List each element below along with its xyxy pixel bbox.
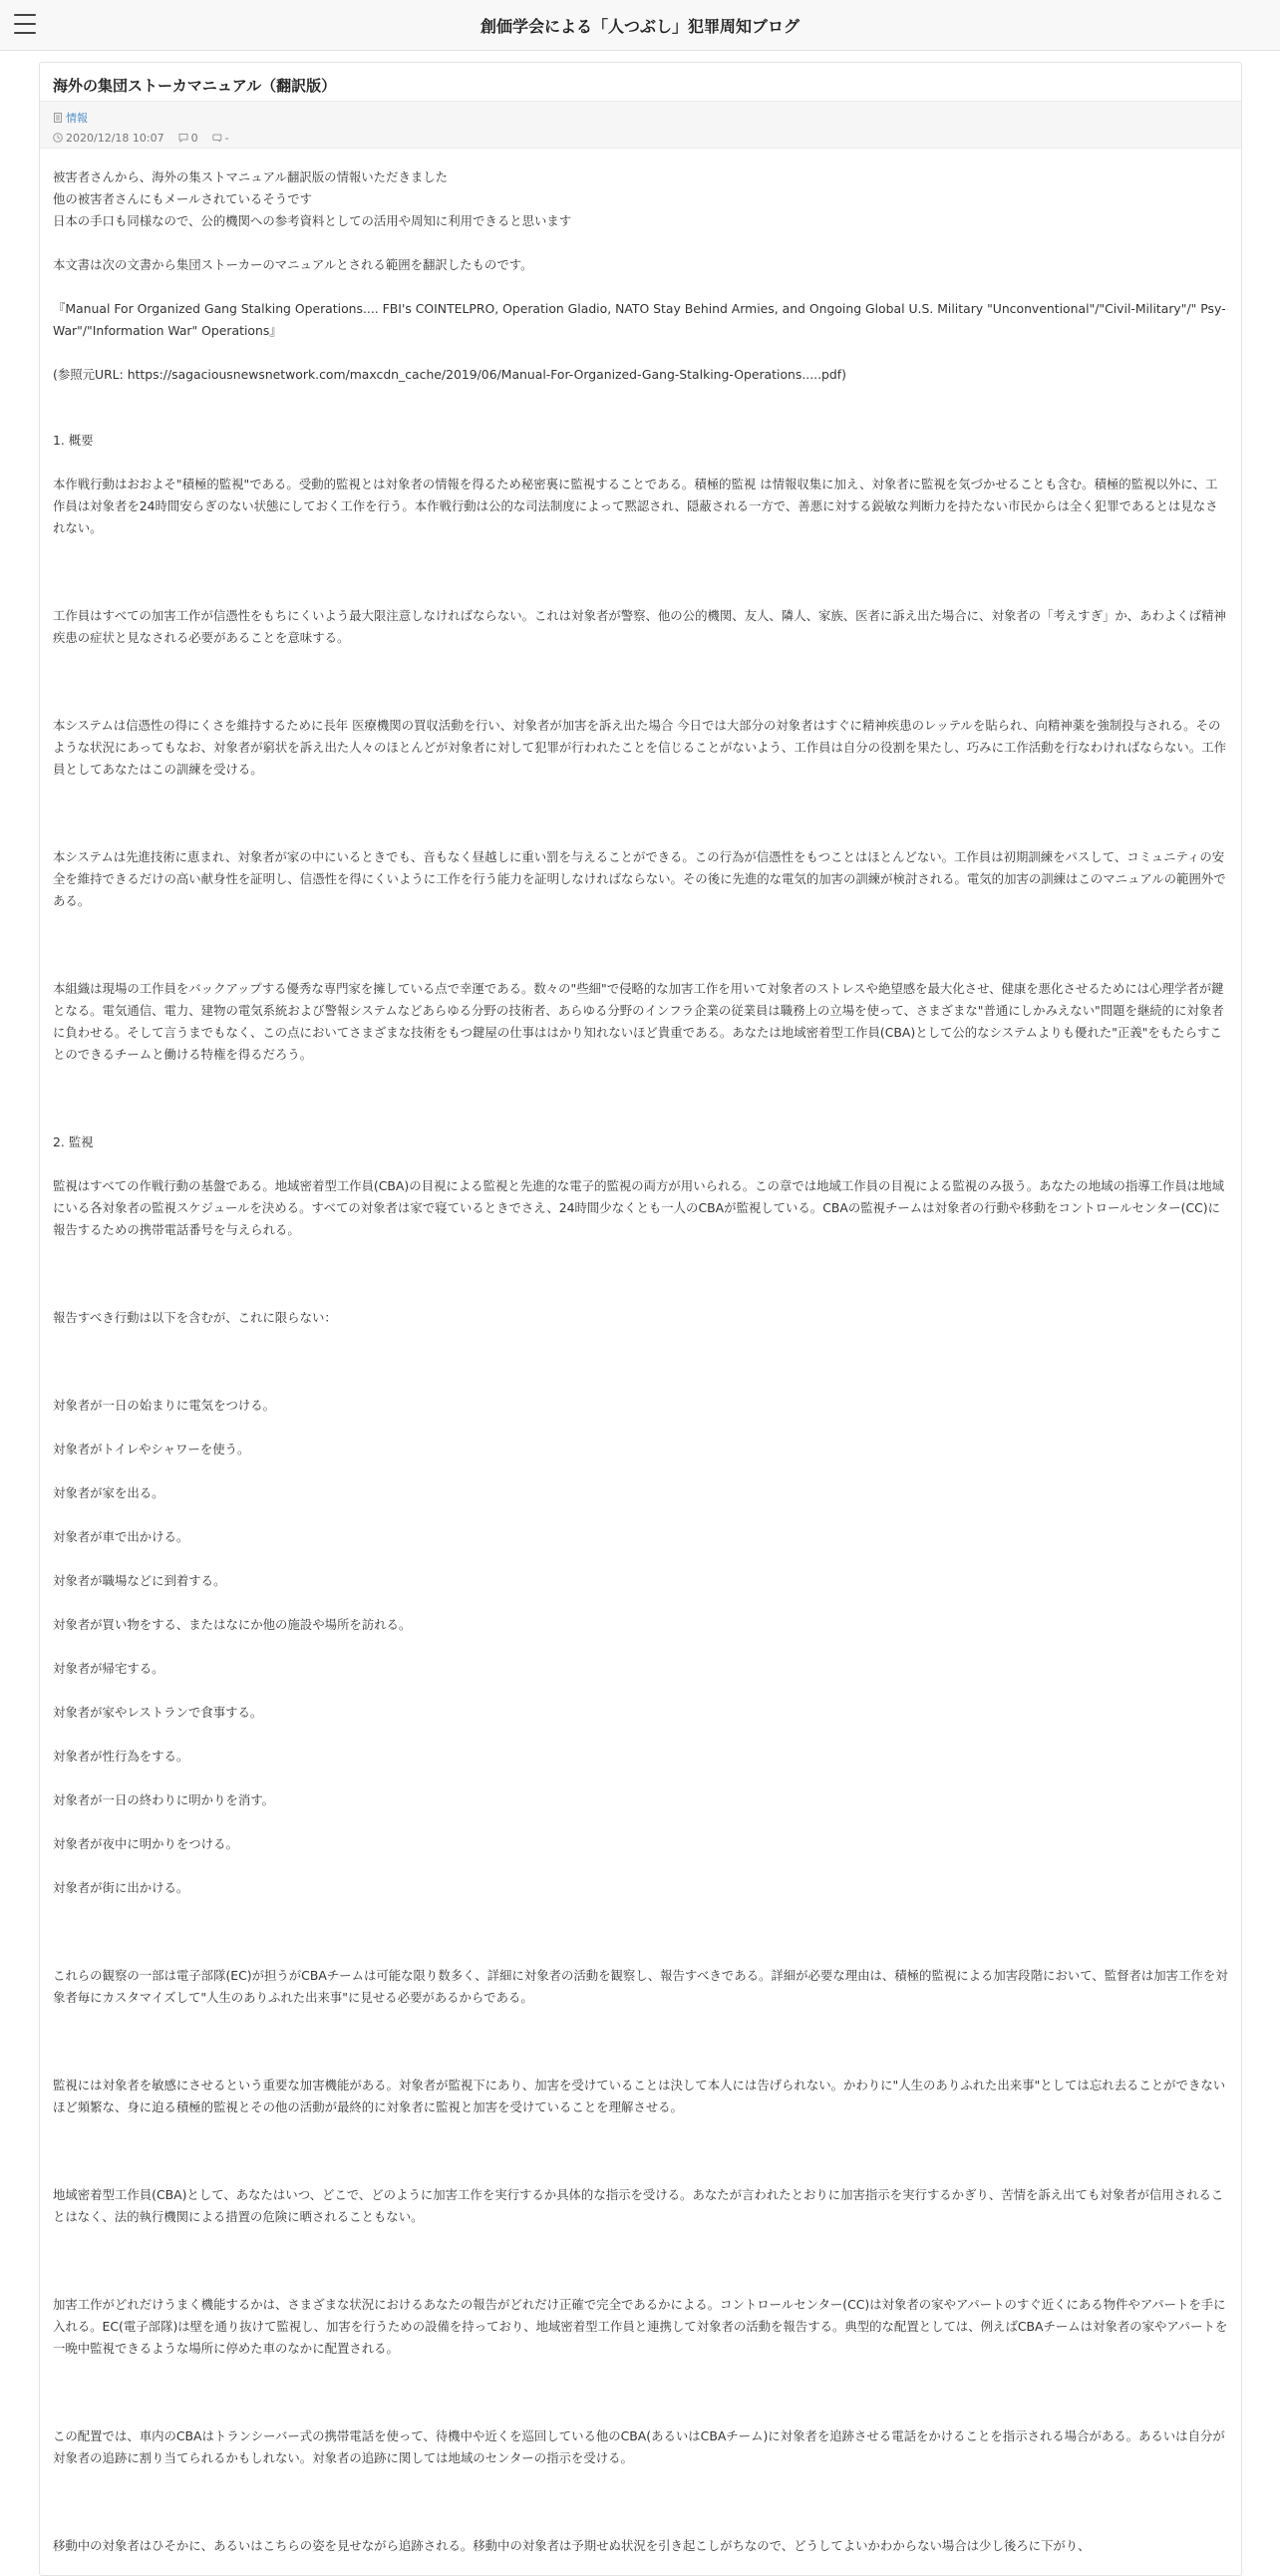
body-paragraph (53, 1855, 1228, 1877)
body-paragraph (53, 1460, 1228, 1482)
body-paragraph: 被害者さんから、海外の集ストマニュアル翻訳版の情報いただきました (53, 169, 449, 184)
body-paragraph: 本システムは先進技術に恵まれ、対象者が家の中にいるときでも、音もなく昼越しに重い罰を与えることができる。この行為が信憑性をもつことはほとんどない。工作員は初期訓練をパスして、コミュニティの安全を維持できるだけの高い献身性を証明し、信憑性を得にくいように工作を行う能力を証明しなければならない。その後に先進的な電気的加害の訓練が検討される。電気的加害の訓練はこのマニュアルの範囲外である。 (53, 849, 1226, 908)
blog-title[interactable]: 創価学会による「人つぶし」犯罪周知ブログ (480, 16, 800, 36)
body-paragraph (53, 2250, 1228, 2272)
body-paragraph (53, 671, 1228, 693)
body-paragraph (53, 803, 1228, 824)
body-paragraph (53, 2404, 1228, 2425)
comment-count[interactable] (178, 132, 198, 145)
body-paragraph (53, 2140, 1228, 2162)
trackback-count[interactable] (212, 132, 229, 145)
post-date-text: 2020/12/18 10:07 (66, 131, 164, 145)
comment-count-text[interactable]: 0 (190, 131, 198, 145)
body-paragraph: 対象者が職場などに到着する。 (53, 1573, 226, 1588)
body-paragraph (53, 1504, 1228, 1526)
body-paragraph: 『Manual For Organized Gang Stalking Operations.... FBI's COINTELPRO, Operation Gladio, NATO Stay Behind Armies, and Ongoing Global U.S. Military "Unconventional"/"Civil-Military"/" Psy-War"/"Information War" Operations』 (53, 301, 1226, 338)
body-paragraph (53, 1351, 1228, 1373)
body-paragraph (53, 2469, 1228, 2491)
body-paragraph (53, 1373, 1228, 1395)
body-paragraph (53, 342, 1228, 364)
article-body (40, 149, 1241, 2557)
body-paragraph: 対象者が車で出かける。 (53, 1529, 189, 1544)
body-paragraph (53, 2031, 1228, 2053)
category-link[interactable]: 情報 (66, 112, 88, 125)
body-paragraph (53, 232, 1228, 254)
body-paragraph (53, 956, 1228, 978)
body-paragraph (53, 1241, 1228, 1263)
body-paragraph (53, 934, 1228, 956)
body-paragraph (53, 1153, 1228, 1175)
body-paragraph (53, 539, 1228, 561)
trackback-icon (212, 133, 222, 143)
body-paragraph (53, 2009, 1228, 2031)
body-paragraph (53, 1066, 1228, 1088)
body-paragraph (53, 1285, 1228, 1307)
body-paragraph (53, 386, 1228, 408)
body-paragraph (53, 1548, 1228, 1570)
body-paragraph (53, 1636, 1228, 1658)
body-paragraph: 移動中の対象者はひそかに、あるいはこちらの姿を見せながら追跡される。移動中の対象者は予期せぬ状況を引き起こしがちなので、どうしてよいかわからない場合は少し後ろに下がり、 (53, 2538, 1091, 2553)
body-paragraph (53, 1088, 1228, 1110)
body-paragraph: 1. 概要 (53, 433, 94, 448)
category[interactable] (53, 110, 88, 126)
body-paragraph (53, 1724, 1228, 1746)
hamburger-menu-icon[interactable] (14, 14, 36, 34)
body-paragraph: これらの観察の一部は電子部隊(EC)が担うがCBAチームは可能な限り数多く、詳細に対象者の活動を観察し、報告すべきである。詳細が必要な理由は、積極的監視による加害段階において、監督者は加害工作を対象者毎にカスタマイズして"人生のありふれた出来事"に見せる必要があるからである。 (53, 1968, 1228, 2005)
body-paragraph: 対象者がトイレやシャワーを使う。 (53, 1442, 250, 1456)
body-paragraph: 対象者が一日の終わりに明かりを消す。 (53, 1792, 275, 1807)
document-icon (53, 113, 63, 123)
body-paragraph (53, 408, 1228, 430)
body-paragraph (53, 2513, 1228, 2535)
body-paragraph (53, 452, 1228, 474)
body-paragraph: 対象者が家を出る。 (53, 1485, 164, 1500)
body-paragraph: 対象者が夜中に明かりをつける。 (53, 1836, 238, 1851)
body-paragraph (53, 2162, 1228, 2184)
body-paragraph: 対象者が買い物をする、またはなにか他の施設や場所を訪れる。 (53, 1617, 412, 1632)
body-paragraph: 報告すべき行動は以下を含むが、これに限らない： (53, 1310, 337, 1325)
body-paragraph: 加害工作がどれだけうまく機能するかは、さまざまな状況におけるあなたの報告がどれだけ正確で完全であるかによる。コントロールセンター(CC)は対象者の家やアパートのすぐ近くにある物件やアパートを手に入れる。EC(電子部隊)は壁を通り抜けて監視し、加害を行うための設備を持っており、地域密着型工作員と連携して対象者の活動を報告する。典型的な配置としては、例えばCBAチームは対象者の家やアパートを一晩中監視できるような場所に停めた車のなかに配置される。 (53, 2297, 1228, 2356)
body-paragraph: 対象者が一日の始まりに電気をつける。 (53, 1398, 276, 1413)
body-paragraph: 2. 監視 (53, 1134, 94, 1149)
body-paragraph: 日本の手口も同様なので、公的機関への参考資料としての活用や周知に利用できると思います (53, 213, 572, 228)
article-card (39, 62, 1242, 2576)
body-paragraph: 本作戦行動はおおよそ"積極的監視"である。受動的監視とは対象者の情報を得るため秘密裏に監視することである。積極的監視 は情報収集に加え、対象者に監視を気づかせることも含む。積極的監視以外に、工作員は対象者を24時間安らぎのない状態にしておく工作を行う。本作戦行動は公的な司法制度によって黙認され、隠蔽される一方で、善悪に対する鋭敏な判断力を持たない市民からは全く犯罪であるとは見なされない。 (53, 477, 1218, 535)
body-paragraph (53, 2360, 1228, 2382)
body-paragraph (53, 2491, 1228, 2513)
body-paragraph (53, 1329, 1228, 1351)
body-paragraph (53, 1943, 1228, 1965)
article-title[interactable]: 海外の集団ストーカマニュアル（翻訳版） (53, 77, 337, 95)
body-paragraph: この配置では、車内のCBAはトランシーバー式の携帯電話を使って、待機中や近くを巡回している他のCBA(あるいはCBAチーム)に対象者を追跡させる電話をかけることを指示される場合がある。あるいは自分が対象者の追跡に割り当てられるかもしれない。対象者の追跡に関しては地域のセンターの指示を受ける。 (53, 2428, 1225, 2465)
body-paragraph (53, 1110, 1228, 1131)
body-paragraph: 対象者が帰宅する。 (53, 1661, 164, 1676)
body-paragraph: 監視はすべての作戦行動の基盤である。地域密着型工作員(CBA)の目視による監視と先進的な電子的監視の両方が用いられる。この章では地域工作員の目視による監視のみ扱う。あなたの地域の指導工作員は地域にいる各対象者の監視スケジュールを決める。すべての対象者は家で寝ているときでさえ、24時間少なくとも一人のCBAが監視している。CBAの監視チームは対象者の行動や移動をコントロールセンター(CC)に報告するための携帯電話番号を与えられる。 (53, 1178, 1224, 1237)
body-paragraph (53, 583, 1228, 605)
body-paragraph (53, 649, 1228, 671)
body-paragraph (53, 1811, 1228, 1833)
body-paragraph (53, 1680, 1228, 1702)
body-paragraph (53, 1768, 1228, 1789)
body-paragraph: 対象者が性行為をする。 (53, 1749, 189, 1764)
body-paragraph (53, 1899, 1228, 1921)
body-paragraph (53, 2382, 1228, 2404)
body-paragraph (53, 2272, 1228, 2294)
comment-icon (178, 133, 188, 143)
body-paragraph: 地域密着型工作員(CBA)として、あなたはいつ、どこで、どのように加害工作を実行するか具体的な指示を受ける。あなたが言われたとおりに加害指示を実行するかぎり、苦情を訴え出ても対象者が信用されることはなく、法的執行機関による措置の危険に晒されることもない。 (53, 2187, 1224, 2224)
body-paragraph (53, 781, 1228, 803)
body-paragraph (53, 561, 1228, 583)
body-paragraph (53, 1417, 1228, 1439)
body-paragraph (53, 693, 1228, 715)
body-paragraph (53, 2053, 1228, 2075)
body-paragraph: 工作員はすべての加害工作が信憑性をもちにくいよう最大限注意しなければならない。これは対象者が警察、他の公的機関、友人、隣人、家族、医者に訴え出た場合に、対象者の「考えすぎ」か、あわよくば精神疾患の症状と見なされる必要があることを意味する。 (53, 608, 1226, 645)
body-paragraph (53, 2118, 1228, 2140)
body-paragraph: 本システムは信憑性の得にくさを維持するために長年 医療機関の買収活動を行い、対象者が加害を訴え出た場合 今日では大部分の対象者はすぐに精神疾患のレッテルを貼られ、向精神薬を強制投与される。そのような状況にあってもなお、対象者が窮状を訴え出た人々のほとんどが対象者に対して犯罪が行われたことを信じることがないよう、工作員は自分の役割を果たし、巧みに工作活動を行なわければならない。工作員としてあなたはこの訓練を受ける。 (53, 718, 1226, 777)
body-paragraph: (参照元URL: https://sagaciousnewsnetwork.com/maxcdn_cache/2019/06/Manual-For-Organized-Gang-Stalking-Operations.....pdf) (53, 367, 846, 382)
article-meta (40, 101, 1241, 149)
body-paragraph (53, 1921, 1228, 1943)
body-paragraph (53, 824, 1228, 846)
body-paragraph (53, 2228, 1228, 2250)
post-date (53, 132, 164, 145)
top-bar (0, 0, 1280, 51)
body-paragraph (53, 912, 1228, 934)
body-paragraph (53, 276, 1228, 298)
body-paragraph: 本組織は現場の工作員をバックアップする優秀な専門家を擁している点で幸運である。数々の"些細"で侵略的な加害工作を用いて対象者のストレスや絶望感を最大化させ、健康を悪化させるためには心理学者が鍵となる。電気通信、電力、建物の電気系統および警報システムなどあらゆる分野の技術者、あらゆる分野のインフラ企業の従業員は職務上の立場を使って、さまざまな"普通にしかみえない"問題を継続的に対象者に負わせる。そして言うまでもなく、この点においてさまざまな技術をもつ鍵屋の仕事ははかり知れないほど貴重である。あなたは地域密着型工作員(CBA)として公的なシステムよりも優れた"正義"をもたらすことのできるチームと働ける特権を得るだろう。 (53, 981, 1224, 1062)
trackback-count-text[interactable]: - (224, 131, 229, 145)
body-paragraph (53, 1592, 1228, 1614)
body-paragraph: 他の被害者さんにもメールされているそうです (53, 191, 312, 206)
body-paragraph: 本文書は次の文書から集団ストーカーのマニュアルとされる範囲を翻訳したものです。 (53, 257, 533, 272)
body-paragraph: 対象者が家やレストランで食事する。 (53, 1705, 263, 1720)
body-paragraph (53, 1263, 1228, 1285)
body-paragraph: 監視には対象者を敏感にさせるという重要な加害機能がある。対象者が監視下にあり、加害を受けていることは決して本人には告げられない。かわりに"人生のありふれた出来事"としては忘れ去ることができないほど頻繁な、身に迫る積極的監視とその他の活動が最終的に対象者に監視と加害を受けていることを理解させる。 (53, 2078, 1226, 2114)
clock-icon (53, 133, 63, 143)
body-paragraph: 対象者が街に出かける。 (53, 1880, 189, 1895)
